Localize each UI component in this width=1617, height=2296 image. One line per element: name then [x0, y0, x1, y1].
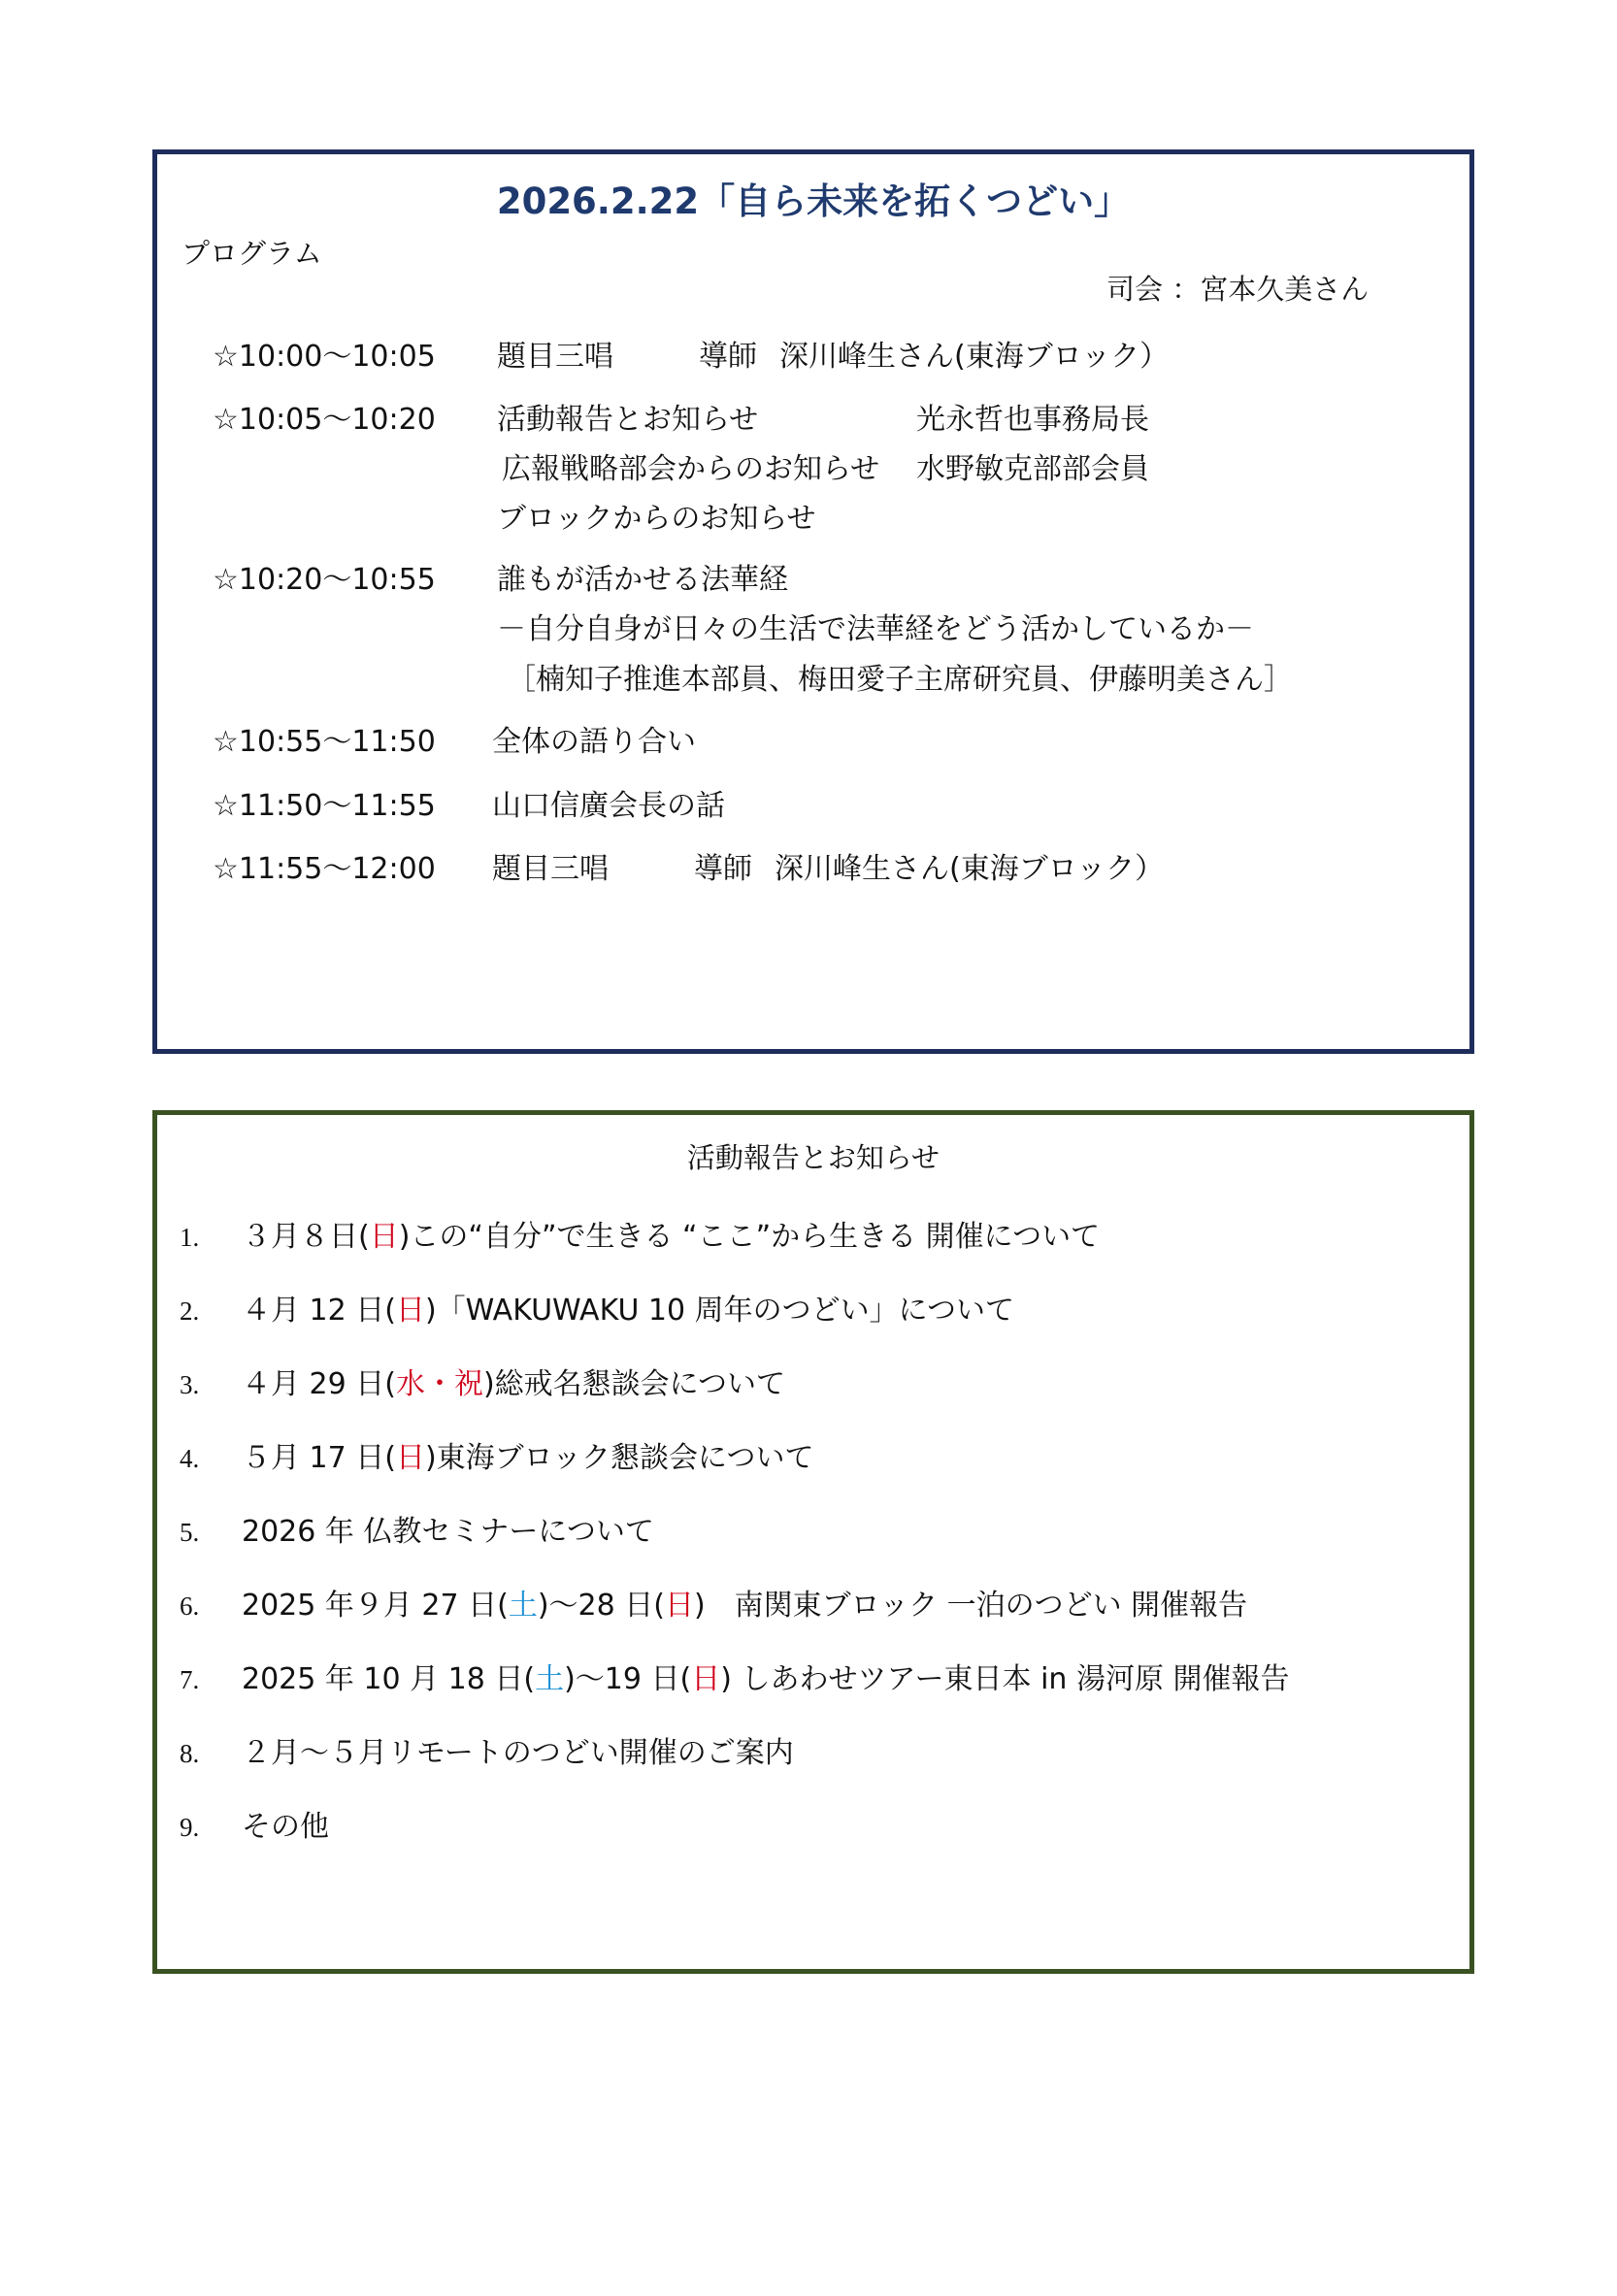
program-role: 導師: [699, 340, 757, 374]
program-box: [152, 149, 1474, 1054]
report-box: [152, 1110, 1474, 1974]
list-number: 1.: [180, 1223, 200, 1252]
day-sunday: 日: [664, 1589, 694, 1623]
program-role: 導師: [694, 852, 752, 886]
list-item: 4. ５月 17 日(日)東海ブロック懇談会について: [180, 1441, 814, 1475]
program-speakers: ［楠知子推進本部員、梅田愛子主席研究員、伊藤明美さん］: [507, 663, 1293, 697]
program-title: 2026.2.22「自ら未来を拓くつどい」: [496, 180, 1131, 222]
list-number: 4.: [180, 1444, 200, 1473]
day-sunday: 日: [691, 1662, 721, 1696]
day-saturday: 土: [508, 1589, 538, 1623]
program-item-title: 題目三唱: [492, 852, 609, 886]
day-sunday: 日: [395, 1441, 425, 1475]
list-item: 5. 2026 年 仏教セミナーについて: [180, 1515, 654, 1549]
list-number: 5.: [180, 1518, 200, 1547]
list-number: 2.: [180, 1296, 200, 1326]
program-subtitle: －自分自身が日々の生活で法華経をどう活かしているか－: [497, 612, 1254, 646]
day-saturday: 土: [535, 1662, 565, 1696]
program-person: 光永哲也事務局長: [916, 403, 1149, 437]
list-number: 9.: [180, 1813, 200, 1842]
program-item-title: 活動報告とお知らせ: [497, 403, 759, 437]
program-item-title: 題目三唱: [497, 340, 613, 374]
program-item-title: 山口信廣会長の話: [492, 789, 725, 823]
program-time: ☆10:05～10:20: [213, 403, 436, 437]
list-item: 2. ４月 12 日(日)「WAKUWAKU 10 周年のつどい」について: [180, 1294, 1015, 1328]
list-item: 6. 2025 年９月 27 日(土)～28 日(日) 南関東ブロック 一泊のつどい 開催報告: [180, 1589, 1248, 1623]
list-number: 8.: [180, 1739, 200, 1768]
program-time: ☆10:55～11:50: [213, 725, 436, 759]
list-item: 8. ２月～５月リモートのつどい開催のご案内: [180, 1736, 794, 1770]
program-time: ☆10:00～10:05: [213, 340, 436, 374]
list-item: 7. 2025 年 10 月 18 日(土)～19 日(日) しあわせツアー東日本 in 湯河原 開催報告: [180, 1662, 1290, 1696]
list-item: 3. ４月 29 日(水・祝)総戒名懇談会について: [180, 1367, 786, 1401]
list-number: 7.: [180, 1665, 200, 1694]
day-holiday: 水・祝: [395, 1367, 483, 1401]
program-sub-item: ブロックからのお知らせ: [497, 502, 816, 536]
program-person: 水野敏克部部会員: [916, 452, 1149, 486]
program-person: 深川峰生さん(東海ブロック）: [775, 852, 1165, 886]
mc-label: 司会 ：宮本久美さん: [1106, 273, 1370, 306]
day-sunday: 日: [395, 1294, 425, 1328]
program-sub-item: 広報戦略部会からのお知らせ: [502, 452, 880, 486]
program-time: ☆10:20～10:55: [213, 563, 436, 597]
list-number: 3.: [180, 1370, 200, 1399]
program-person: 深川峰生さん(東海ブロック）: [779, 340, 1170, 374]
program-item-title: 全体の語り合い: [492, 725, 696, 759]
list-item: 1. ３月８日(日)この“自分”で生きる “ここ”から生きる 開催について: [180, 1220, 1101, 1254]
program-time: ☆11:55～12:00: [213, 852, 436, 886]
list-number: 6.: [180, 1591, 200, 1621]
report-title: 活動報告とお知らせ: [686, 1141, 940, 1174]
day-sunday: 日: [369, 1220, 399, 1254]
program-heading: プログラム: [182, 237, 322, 270]
program-time: ☆11:50～11:55: [213, 789, 436, 823]
list-item: 9. その他: [180, 1810, 329, 1844]
program-item-title: 誰もが活かせる法華経: [497, 563, 788, 597]
